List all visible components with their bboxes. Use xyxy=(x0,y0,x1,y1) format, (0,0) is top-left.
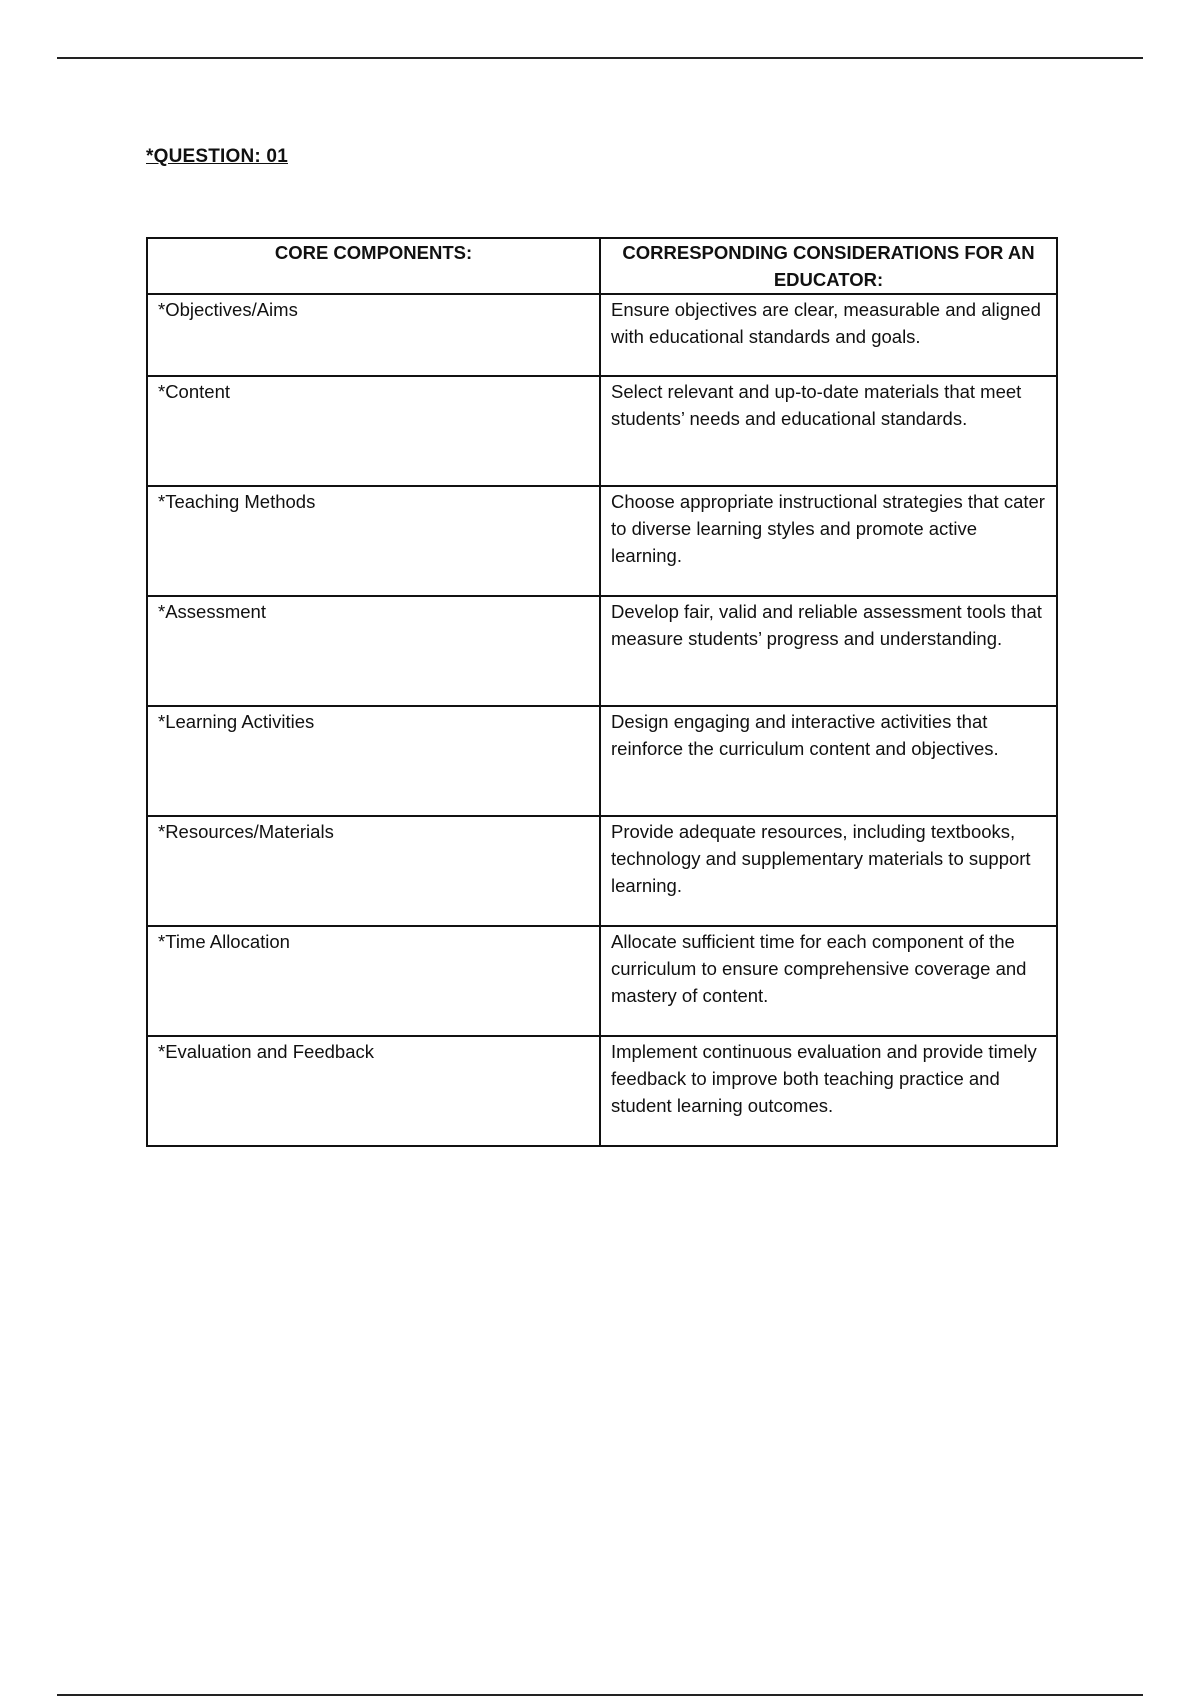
consideration-cell: Choose appropriate instructional strategies that cater to diverse learning styles and promote active learning. xyxy=(600,486,1057,596)
table-row xyxy=(147,926,1057,1036)
top-divider xyxy=(57,57,1143,59)
table-header-row xyxy=(147,238,1057,294)
table-row xyxy=(147,486,1057,596)
components-table xyxy=(146,237,1058,1147)
consideration-cell: Design engaging and interactive activities that reinforce the curriculum content and objectives. xyxy=(600,706,1057,816)
component-cell: *Objectives/Aims xyxy=(147,294,600,376)
component-cell: *Learning Activities xyxy=(147,706,600,816)
table-row xyxy=(147,294,1057,376)
consideration-cell: Allocate sufficient time for each component of the curriculum to ensure comprehensive coverage and mastery of content. xyxy=(600,926,1057,1036)
component-cell: *Resources/Materials xyxy=(147,816,600,926)
question-heading: *QUESTION: 01 xyxy=(146,146,288,167)
table-row xyxy=(147,596,1057,706)
component-cell: *Assessment xyxy=(147,596,600,706)
table-row xyxy=(147,1036,1057,1146)
component-cell: *Teaching Methods xyxy=(147,486,600,596)
consideration-cell: Develop fair, valid and reliable assessment tools that measure students’ progress and understanding. xyxy=(600,596,1057,706)
consideration-cell: Provide adequate resources, including textbooks, technology and supplementary materials to support learning. xyxy=(600,816,1057,926)
consideration-cell: Implement continuous evaluation and provide timely feedback to improve both teaching practice and student learning outcomes. xyxy=(600,1036,1057,1146)
consideration-cell: Select relevant and up-to-date materials that meet students’ needs and educational standards. xyxy=(600,376,1057,486)
component-cell: *Content xyxy=(147,376,600,486)
header-considerations: CORRESPONDING CONSIDERATIONS FOR AN EDUCATOR: xyxy=(600,238,1057,294)
table-row xyxy=(147,816,1057,926)
table-row xyxy=(147,706,1057,816)
consideration-cell: Ensure objectives are clear, measurable and aligned with educational standards and goals. xyxy=(600,294,1057,376)
bottom-divider xyxy=(57,1694,1143,1696)
component-cell: *Time Allocation xyxy=(147,926,600,1036)
component-cell: *Evaluation and Feedback xyxy=(147,1036,600,1146)
table-row xyxy=(147,376,1057,486)
header-core-components: CORE COMPONENTS: xyxy=(147,238,600,294)
